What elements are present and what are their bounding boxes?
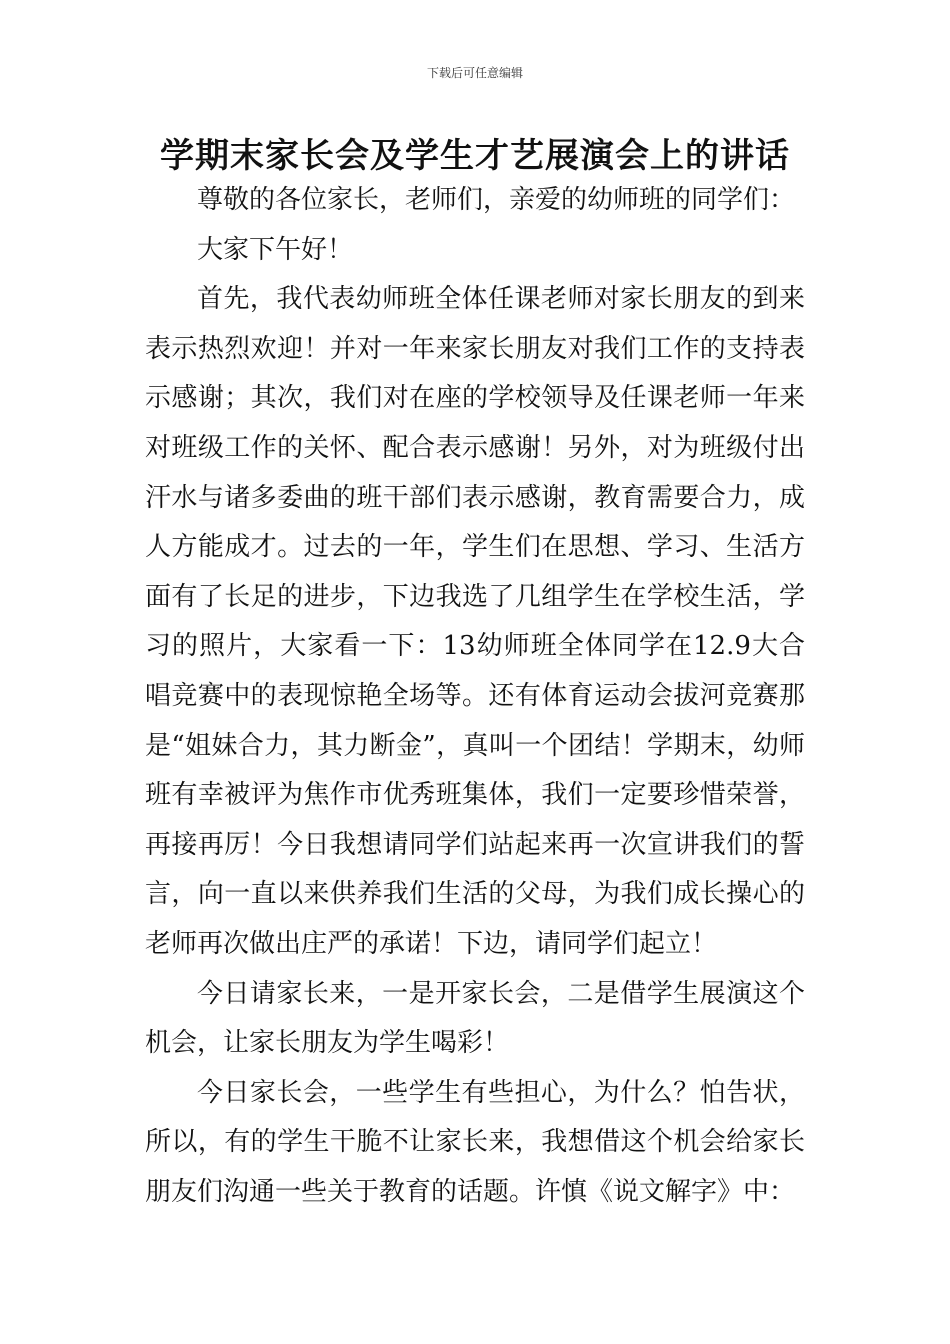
document-title: 学期末家长会及学生才艺展演会上的讲话	[160, 136, 790, 176]
header-note: 下载后可任意编辑	[426, 66, 523, 80]
document-body	[145, 176, 805, 1217]
body-paragraph: 今日请家长来，一是开家长会，二是借学生展演这个机会，让家长朋友为学生喝彩！	[145, 978, 805, 1059]
salutation-paragraph: 尊敬的各位家长，老师们，亲爱的幼师班的同学们：	[197, 185, 796, 215]
body-paragraph: 首先，我代表幼师班全体任课老师对家长朋友的到来表示热烈欢迎！并对一年来家长朋友对我们工作的支持表示感谢；其次，我们对在座的学校领导及任课老师一年来对班级工作的关怀、配合表示感谢！另外，对为班级付出汗水与诸多委曲的班干部们表示感谢，教育需要合力，成人方能成才。过去的一年，学生们在思想、学习、生活方面有了长足的进步，下边我选了几组学生在学校生活，学习的照片，大家看一下：13幼师班全体同学在12.9大合唱竞赛中的表现惊艳全场等。还有体育运动会拔河竞赛那是“姐妹合力，其力断金”，真叫一个团结！学期末，幼师班有幸被评为焦作市优秀班集体，我们一定要珍惜荣誉，再接再厉！今日我想请同学们站起来再一次宣讲我们的誓言，向一直以来供养我们生活的父母，为我们成长操心的老师再次做出庄严的承诺！下边，请同学们起立！	[145, 284, 805, 959]
greeting-paragraph: 大家下午好！	[197, 234, 354, 265]
body-paragraph: 今日家长会，一些学生有些担心，为什么？怕告状，所以，有的学生干脆不让家长来，我想借这个机会给家长朋友们沟通一些关于教育的话题。许慎《说文解字》中：	[145, 1077, 805, 1207]
